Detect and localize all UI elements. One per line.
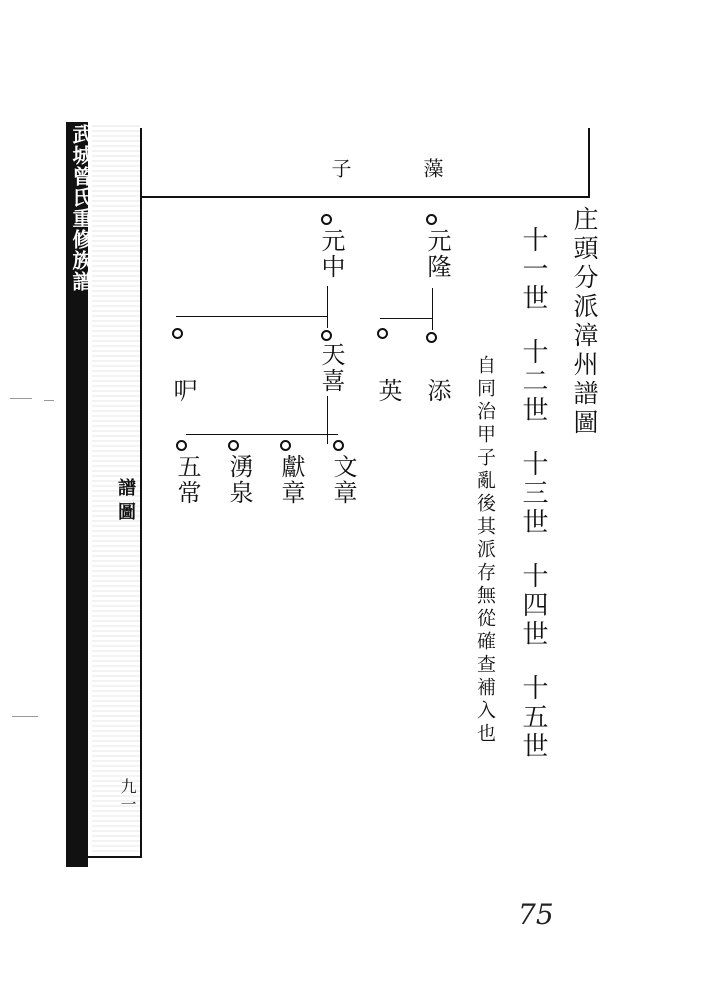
page-number: 九一 [118, 778, 137, 814]
name-wenzhang: 文章 [329, 454, 357, 506]
node-xianzhang [280, 440, 291, 451]
node-tian [426, 332, 437, 343]
name-ying: 英 [374, 378, 402, 404]
branch-yuanlong-horizontal [380, 318, 432, 319]
generation-12: 十二世 [518, 338, 548, 425]
name-tianxi: 天喜 [317, 342, 345, 394]
node-tianxi [321, 330, 332, 341]
name-gen13-left: 㕧 [169, 378, 197, 404]
generation-15: 十五世 [518, 674, 548, 761]
top-name-zao: 藻 [420, 158, 444, 178]
frame-left-line [140, 128, 142, 858]
generation-14: 十四世 [518, 562, 548, 649]
branch-tianxi-vertical [327, 396, 328, 444]
chart-title: 庄頭分派漳州譜圖 [570, 206, 599, 438]
node-wuchang [176, 440, 187, 451]
branch-yuanzhong-vertical [327, 286, 328, 328]
branch-yuanzhong-horizontal [176, 316, 327, 317]
name-yuanlong: 元隆 [423, 228, 451, 280]
chart-note: 自同治甲子亂後其派存無從確查補入也 [474, 355, 496, 746]
node-ying [377, 328, 388, 339]
scan-mark [12, 716, 38, 717]
name-xianzhang: 獻章 [277, 454, 305, 506]
generation-11: 十一世 [518, 226, 548, 313]
frame-top-line [140, 196, 590, 198]
node-yuanlong [426, 214, 437, 225]
spine-title: 武城曾氏重修族譜 [69, 124, 93, 292]
branch-tianxi-horizontal [186, 434, 338, 435]
section-label: 譜圖 [115, 478, 136, 526]
name-yuanzhong: 元中 [317, 228, 345, 280]
name-tian: 添 [423, 378, 451, 404]
node-wenzhang [333, 440, 344, 451]
node-gen13-left [172, 328, 183, 339]
scan-mark [10, 398, 32, 399]
handwritten-number: 75 [518, 898, 554, 931]
frame-right-line [588, 128, 590, 198]
frame-bottom-line [84, 856, 142, 858]
name-yongquan: 湧泉 [225, 454, 253, 506]
name-wuchang: 五常 [173, 454, 201, 506]
scan-mark [44, 400, 54, 401]
top-name-zi: 子 [328, 158, 352, 178]
node-yuanzhong [321, 214, 332, 225]
branch-yuanlong-vertical [432, 288, 433, 330]
node-yongquan [228, 440, 239, 451]
generation-13: 十三世 [518, 450, 548, 537]
